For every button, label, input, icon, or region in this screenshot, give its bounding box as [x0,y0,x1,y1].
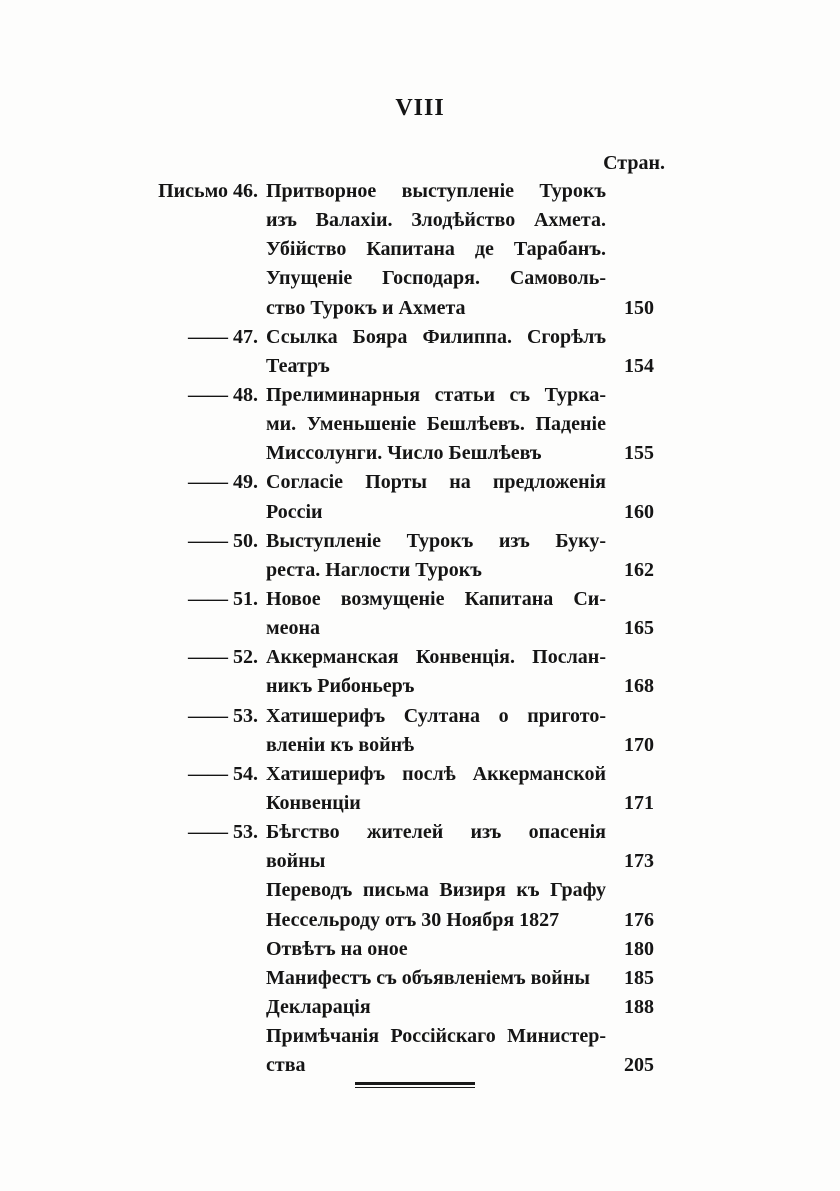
entry-line: Новое возмущеніе Капитана Си- [266,587,606,610]
entry-row [0,672,840,701]
entry-label: —— 52. [188,646,258,669]
page-column-heading: Стран. [603,152,665,174]
entry-line: изъ Валахіи. Злодѣйство Ахмета. [266,209,606,232]
entry-row [0,585,840,614]
entry-row [0,498,840,527]
entry-page-number: 162 [624,558,654,581]
toc-entry [0,527,840,585]
entry-row [0,468,840,497]
entry-line: ства [266,1054,306,1077]
entry-row [0,614,840,643]
entry-line: Примѣчанія Россійскаго Министер- [266,1025,606,1048]
entry-row [0,818,840,847]
toc-entry [0,993,840,1022]
entry-page-number: 173 [624,850,654,873]
entry-line: войны [266,850,326,873]
entry-line: Хатишерифъ Султана о пригото- [266,704,606,727]
entry-row [0,906,840,935]
entry-row [0,177,840,206]
entry-line: Декларація [266,995,371,1018]
entry-row [0,643,840,672]
entry-label: —— 48. [188,383,258,406]
entry-row [0,760,840,789]
entry-row [0,235,840,264]
entry-page-number: 154 [624,354,654,377]
toc-entry [0,468,840,526]
entry-label: —— 50. [188,529,258,552]
entry-page-number: 160 [624,500,654,523]
entry-row [0,381,840,410]
entry-label: —— 54. [188,762,258,785]
entry-row [0,876,840,905]
entry-line: Упущеніе Господаря. Самоволь- [266,267,606,290]
entry-line: Аккерманская Конвенція. Послан- [266,646,606,669]
entry-line: Нессельроду отъ 30 Ноября 1827 [266,908,560,931]
entry-line: Притворное выступленіе Турокъ [266,180,606,202]
toc-entry [0,1022,840,1080]
entry-page-number: 155 [624,442,654,465]
toc-entry [0,818,840,876]
entry-line: Ссылка Бояра Филиппа. Сгорѣлъ [266,325,606,348]
toc-entry [0,876,840,934]
toc-entry [0,643,840,701]
entry-page-number: 170 [624,733,654,756]
entry-page-number: 168 [624,675,654,698]
toc-entry [0,702,840,760]
entry-line: ми. Уменьшеніе Бешлѣевъ. Паденіе [266,413,606,436]
entry-row [0,294,840,323]
entry-row [0,527,840,556]
entry-label: —— 47. [188,325,258,348]
entry-page-number: 165 [624,617,654,640]
entry-label: —— 51. [188,587,258,610]
entry-row [0,323,840,352]
entry-page-number: 150 [624,296,654,319]
page-folio: VIII [395,95,445,121]
entry-label: —— 53. [188,704,258,727]
entry-page-number: 180 [624,937,654,960]
entry-label: —— 53. [188,821,258,844]
toc-entry [0,323,840,381]
entry-label: Письмо 46. [158,180,258,202]
entry-line: Прелиминарныя статьи съ Турка- [266,383,606,406]
entry-line: Россіи [266,500,323,523]
entry-page-number: 171 [624,791,654,814]
entry-line: Отвѣтъ на оное [266,937,408,960]
toc-entry [0,760,840,818]
entry-row [0,264,840,293]
toc-entry [0,585,840,643]
entry-line: Манифестъ съ объявленіемъ войны [266,966,590,989]
toc-entry [0,964,840,993]
entry-row [0,1051,840,1080]
entry-line: никъ Рибоньеръ [266,675,415,698]
toc-entry [0,935,840,964]
toc-entry [0,381,840,468]
entry-line: Конвенціи [266,791,361,814]
toc-entry [0,177,840,323]
entry-row [0,935,840,964]
entry-row [0,439,840,468]
entry-row [0,702,840,731]
closing-rule [355,1082,475,1088]
entry-line: меона [266,617,321,640]
entry-line: реста. Наглости Турокъ [266,558,482,581]
table-of-contents [0,177,840,1080]
entry-line: Согласіе Порты на предложенія [266,471,606,494]
entry-line: Миссолунги. Число Бешлѣевъ [266,442,542,465]
entry-line: вленіи къ войнѣ [266,733,415,756]
entry-row [0,789,840,818]
entry-row [0,352,840,381]
entry-line: Хатишерифъ послѣ Аккерманской [266,762,606,785]
entry-row [0,993,840,1022]
entry-line: Переводъ письма Визиря къ Графу [266,879,606,902]
entry-page-number: 176 [624,908,654,931]
entry-line: ство Турокъ и Ахмета [266,296,466,319]
entry-page-number: 188 [624,995,654,1018]
entry-row [0,964,840,993]
entry-page-number: 185 [624,966,654,989]
entry-row [0,556,840,585]
entry-line: Убійство Капитана де Тарабанъ. [266,238,606,261]
entry-line: Выступленіе Турокъ изъ Буку- [266,529,606,552]
entry-label: —— 49. [188,471,258,494]
entry-row [0,1022,840,1051]
entry-row [0,410,840,439]
entry-line: Театръ [266,354,330,377]
entry-line: Бѣгство жителей изъ опасенія [266,821,606,844]
entry-row [0,206,840,235]
entry-page-number: 205 [624,1054,654,1077]
entry-row [0,847,840,876]
entry-row [0,731,840,760]
